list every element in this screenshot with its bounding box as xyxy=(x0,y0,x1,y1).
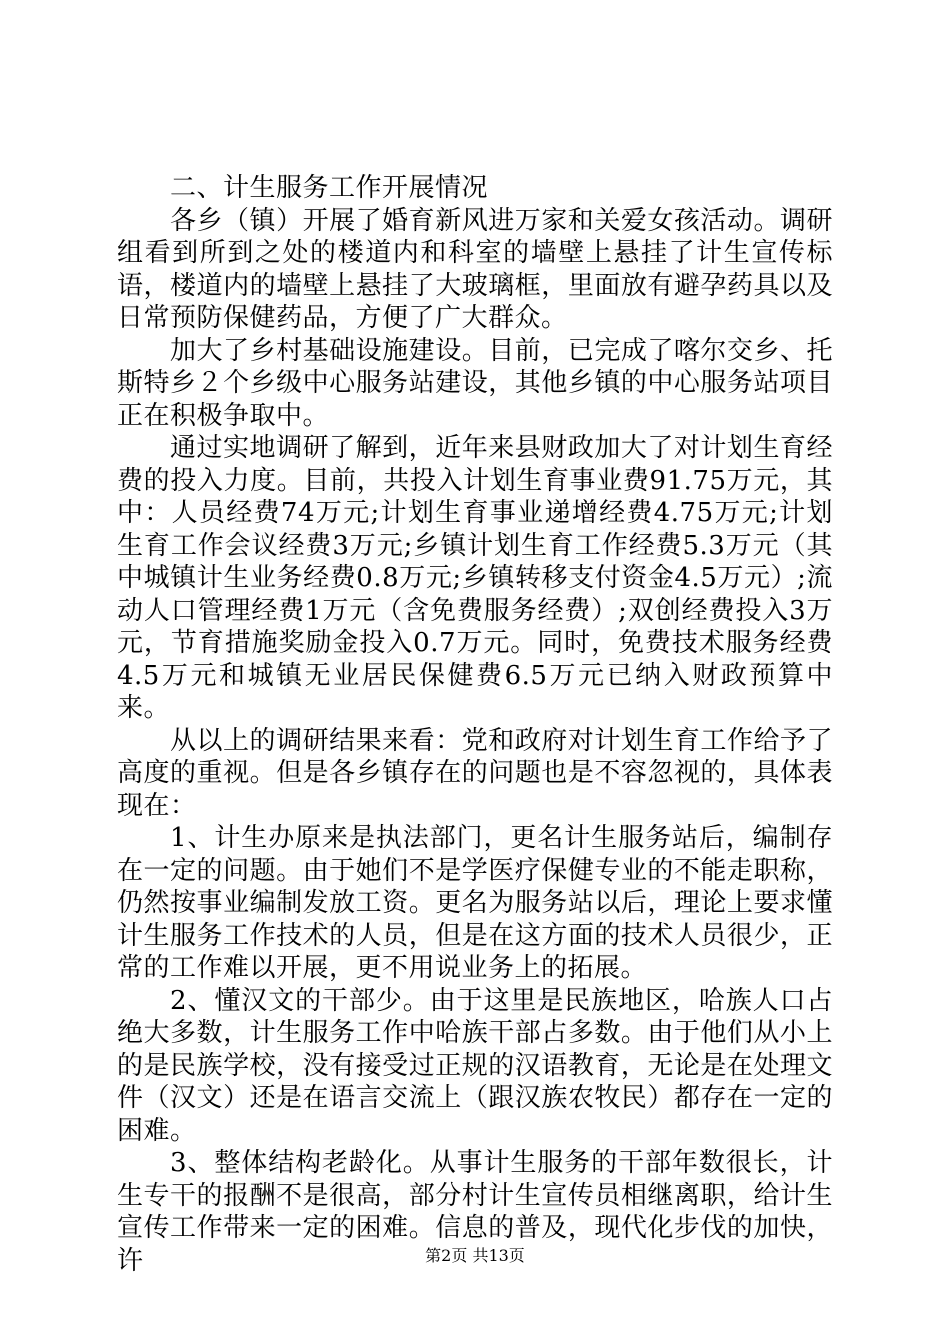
paragraph: 加大了乡村基础设施建设。目前，已完成了喀尔交乡、托斯特乡２个乡级中心服务站建设，其他乡镇的中心服务站项目正在积极争取中。 xyxy=(117,335,833,431)
document-body xyxy=(117,172,833,1277)
paragraph: 各乡（镇）开展了婚育新风进万家和关爱女孩活动。调研组看到所到之处的楼道内和科室的墙壁上悬挂了计生宣传标语，楼道内的墙壁上悬挂了大玻璃框，里面放有避孕药具以及日常预防保健药品，方便了广大群众。 xyxy=(117,205,833,333)
paragraph: 从以上的调研结果来看：党和政府对计划生育工作给予了高度的重视。但是各乡镇存在的问题也是不容忽视的，具体表现在： xyxy=(117,725,833,821)
paragraph: 通过实地调研了解到，近年来县财政加大了对计划生育经费的投入力度。目前，共投入计划生育事业费91.75万元，其中：人员经费74万元;计划生育事业递增经费4.75万元;计划生育工作会议经费3万元;乡镇计划生育工作经费5.3万元（其中城镇计生业务经费0.8万元;乡镇转移支付资金4.5万元）;流动人口管理经费1万元（含免费服务经费）;双创经费投入3万元，节育措施奖励金投入0.7万元。同时，免费技术服务经费4.5万元和城镇无业居民保健费6.5万元已纳入财政预算中来。 xyxy=(117,433,833,723)
paragraph: 1、计生办原来是执法部门，更名计生服务站后，编制存在一定的问题。由于她们不是学医疗保健专业的不能走职称，仍然按事业编制发放工资。更名为服务站以后，理论上要求懂计生服务工作技术的人员，但是在这方面的技术人员很少，正常的工作难以开展，更不用说业务上的拓展。 xyxy=(117,823,833,983)
section-heading: 二、计生服务工作开展情况 xyxy=(170,173,489,203)
paragraph: 2、懂汉文的干部少。由于这里是民族地区，哈族人口占绝大多数，计生服务工作中哈族干部占多数。由于他们从小上的是民族学校，没有接受过正规的汉语教育，无论是在处理文件（汉文）还是在语言交流上（跟汉族农牧民）都存在一定的困难。 xyxy=(117,985,833,1146)
paragraph: 3、整体结构老龄化。从事计生服务的干部年数很长，计生专干的报酬不是很高，部分村计生宣传员相继离职，给计生宣传工作带来一定的困难。信息的普及，现代化步伐的加快，许 xyxy=(117,1148,833,1276)
page-number-footer: 第2页 共13页 xyxy=(425,1246,525,1265)
